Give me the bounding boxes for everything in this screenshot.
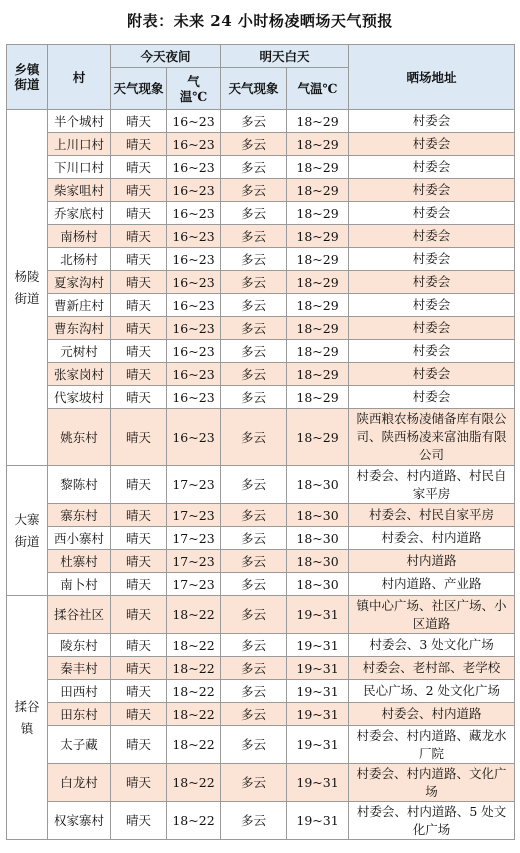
temp-tonight-cell: 17~23 <box>167 550 221 573</box>
village-cell: 南卜村 <box>48 573 111 596</box>
address-cell: 村委会、村民自家平房 <box>349 504 515 527</box>
table-row <box>7 271 515 294</box>
weather-tomorrow-cell: 多云 <box>221 680 287 703</box>
weather-tonight-cell: 晴天 <box>111 294 167 317</box>
header-weather-tonight: 天气现象 <box>111 68 167 110</box>
weather-tomorrow-cell: 多云 <box>221 634 287 657</box>
temp-tonight-cell: 17~23 <box>167 527 221 550</box>
temp-tomorrow-cell: 18~30 <box>287 504 349 527</box>
address-cell: 村委会 <box>349 363 515 386</box>
temp-tonight-cell: 18~22 <box>167 680 221 703</box>
weather-tonight-cell: 晴天 <box>111 573 167 596</box>
temp-tonight-cell: 18~22 <box>167 764 221 802</box>
temp-tonight-cell: 16~23 <box>167 225 221 248</box>
village-cell: 揉谷社区 <box>48 596 111 634</box>
table-row <box>7 764 515 802</box>
village-cell: 曹东沟村 <box>48 317 111 340</box>
temp-tonight-cell: 18~22 <box>167 726 221 764</box>
town-cell: 揉谷 镇 <box>7 596 48 840</box>
weather-tonight-cell: 晴天 <box>111 527 167 550</box>
table-row <box>7 248 515 271</box>
weather-tonight-cell: 晴天 <box>111 110 167 133</box>
table-row <box>7 573 515 596</box>
weather-tomorrow-cell: 多云 <box>221 466 287 504</box>
temp-tonight-cell: 16~23 <box>167 202 221 225</box>
header-town: 乡镇 街道 <box>7 45 48 110</box>
temp-tomorrow-cell: 18~29 <box>287 409 349 466</box>
weather-tonight-cell: 晴天 <box>111 764 167 802</box>
table-row <box>7 363 515 386</box>
temp-tomorrow-cell: 18~29 <box>287 156 349 179</box>
town-cell: 杨陵 街道 <box>7 110 48 466</box>
temp-tomorrow-cell: 19~31 <box>287 764 349 802</box>
address-cell: 村委会、3 处文化广场 <box>349 634 515 657</box>
temp-tomorrow-cell: 18~30 <box>287 550 349 573</box>
weather-tomorrow-cell: 多云 <box>221 764 287 802</box>
village-cell: 田西村 <box>48 680 111 703</box>
table-row <box>7 294 515 317</box>
table-row <box>7 110 515 133</box>
village-cell: 太子藏 <box>48 726 111 764</box>
weather-tonight-cell: 晴天 <box>111 179 167 202</box>
village-cell: 北杨村 <box>48 248 111 271</box>
village-cell: 秦丰村 <box>48 657 111 680</box>
table-row <box>7 225 515 248</box>
weather-tomorrow-cell: 多云 <box>221 657 287 680</box>
weather-tomorrow-cell: 多云 <box>221 573 287 596</box>
temp-tomorrow-cell: 18~30 <box>287 466 349 504</box>
address-cell: 村委会、村内道路、5 处文化广场 <box>349 802 515 840</box>
weather-tonight-cell: 晴天 <box>111 726 167 764</box>
table-row <box>7 409 515 466</box>
town-cell: 大寨 街道 <box>7 466 48 596</box>
village-cell: 乔家底村 <box>48 202 111 225</box>
temp-tomorrow-cell: 18~29 <box>287 248 349 271</box>
weather-tomorrow-cell: 多云 <box>221 386 287 409</box>
village-cell: 黎陈村 <box>48 466 111 504</box>
weather-tomorrow-cell: 多云 <box>221 294 287 317</box>
weather-tonight-cell: 晴天 <box>111 409 167 466</box>
address-cell: 村委会 <box>349 317 515 340</box>
address-cell: 陕西粮农杨凌储备库有限公司、陕西杨凌来富油脂有限公司 <box>349 409 515 466</box>
temp-tonight-cell: 17~23 <box>167 504 221 527</box>
temp-tonight-cell: 16~23 <box>167 386 221 409</box>
weather-tonight-cell: 晴天 <box>111 225 167 248</box>
weather-tonight-cell: 晴天 <box>111 703 167 726</box>
table-row <box>7 680 515 703</box>
address-cell: 村委会、村内道路 <box>349 703 515 726</box>
weather-tonight-cell: 晴天 <box>111 271 167 294</box>
table-row <box>7 156 515 179</box>
village-cell: 代家坡村 <box>48 386 111 409</box>
temp-tonight-cell: 16~23 <box>167 363 221 386</box>
table-row <box>7 726 515 764</box>
weather-tomorrow-cell: 多云 <box>221 179 287 202</box>
village-cell: 权家寨村 <box>48 802 111 840</box>
table-row <box>7 657 515 680</box>
village-cell: 南杨村 <box>48 225 111 248</box>
weather-tonight-cell: 晴天 <box>111 133 167 156</box>
village-cell: 白龙村 <box>48 764 111 802</box>
address-cell: 村内道路 <box>349 550 515 573</box>
weather-tonight-cell: 晴天 <box>111 202 167 225</box>
weather-tonight-cell: 晴天 <box>111 680 167 703</box>
table-row <box>7 703 515 726</box>
temp-tonight-cell: 16~23 <box>167 248 221 271</box>
address-cell: 村委会 <box>349 110 515 133</box>
temp-tomorrow-cell: 19~31 <box>287 596 349 634</box>
village-cell: 下川口村 <box>48 156 111 179</box>
weather-tomorrow-cell: 多云 <box>221 248 287 271</box>
village-cell: 半个城村 <box>48 110 111 133</box>
weather-tomorrow-cell: 多云 <box>221 527 287 550</box>
temp-tonight-cell: 18~22 <box>167 634 221 657</box>
weather-tonight-cell: 晴天 <box>111 550 167 573</box>
village-cell: 寨东村 <box>48 504 111 527</box>
temp-tomorrow-cell: 18~29 <box>287 363 349 386</box>
header-temp-tonight: 气 温℃ <box>167 68 221 110</box>
header-address: 晒场地址 <box>349 45 515 110</box>
temp-tomorrow-cell: 18~29 <box>287 317 349 340</box>
address-cell: 村委会 <box>349 294 515 317</box>
address-cell: 村委会、村内道路、文化广场 <box>349 764 515 802</box>
weather-tomorrow-cell: 多云 <box>221 340 287 363</box>
header-village: 村 <box>48 45 111 110</box>
table-row <box>7 634 515 657</box>
table-row <box>7 317 515 340</box>
weather-tomorrow-cell: 多云 <box>221 225 287 248</box>
village-cell: 西小寨村 <box>48 527 111 550</box>
table-row <box>7 466 515 504</box>
weather-tonight-cell: 晴天 <box>111 596 167 634</box>
weather-tonight-cell: 晴天 <box>111 802 167 840</box>
header-temp-tomorrow: 气温℃ <box>287 68 349 110</box>
temp-tomorrow-cell: 19~31 <box>287 802 349 840</box>
header-tomorrow: 明天白天 <box>221 45 349 68</box>
village-cell: 田东村 <box>48 703 111 726</box>
temp-tonight-cell: 16~23 <box>167 340 221 363</box>
weather-tonight-cell: 晴天 <box>111 248 167 271</box>
village-cell: 陵东村 <box>48 634 111 657</box>
temp-tomorrow-cell: 18~30 <box>287 527 349 550</box>
temp-tomorrow-cell: 18~29 <box>287 133 349 156</box>
village-cell: 夏家沟村 <box>48 271 111 294</box>
village-cell: 柴家咀村 <box>48 179 111 202</box>
temp-tonight-cell: 16~23 <box>167 133 221 156</box>
header-tonight: 今天夜间 <box>111 45 221 68</box>
temp-tonight-cell: 16~23 <box>167 271 221 294</box>
temp-tomorrow-cell: 19~31 <box>287 657 349 680</box>
weather-tonight-cell: 晴天 <box>111 363 167 386</box>
weather-tomorrow-cell: 多云 <box>221 703 287 726</box>
weather-tomorrow-cell: 多云 <box>221 202 287 225</box>
temp-tonight-cell: 16~23 <box>167 317 221 340</box>
table-row <box>7 504 515 527</box>
address-cell: 村委会 <box>349 340 515 363</box>
temp-tomorrow-cell: 18~29 <box>287 110 349 133</box>
weather-tonight-cell: 晴天 <box>111 657 167 680</box>
weather-tonight-cell: 晴天 <box>111 317 167 340</box>
temp-tomorrow-cell: 18~30 <box>287 573 349 596</box>
weather-tomorrow-cell: 多云 <box>221 409 287 466</box>
address-cell: 村委会 <box>349 202 515 225</box>
table-row <box>7 802 515 840</box>
address-cell: 村委会、村内道路、村民自家平房 <box>349 466 515 504</box>
weather-tonight-cell: 晴天 <box>111 340 167 363</box>
temp-tomorrow-cell: 18~29 <box>287 271 349 294</box>
temp-tomorrow-cell: 19~31 <box>287 703 349 726</box>
address-cell: 村委会 <box>349 225 515 248</box>
weather-tonight-cell: 晴天 <box>111 634 167 657</box>
village-cell: 姚东村 <box>48 409 111 466</box>
temp-tomorrow-cell: 18~29 <box>287 294 349 317</box>
weather-tonight-cell: 晴天 <box>111 386 167 409</box>
address-cell: 镇中心广场、社区广场、小区道路 <box>349 596 515 634</box>
weather-tomorrow-cell: 多云 <box>221 133 287 156</box>
weather-tomorrow-cell: 多云 <box>221 271 287 294</box>
weather-tomorrow-cell: 多云 <box>221 504 287 527</box>
weather-tomorrow-cell: 多云 <box>221 596 287 634</box>
village-cell: 张家岗村 <box>48 363 111 386</box>
temp-tonight-cell: 18~22 <box>167 802 221 840</box>
temp-tonight-cell: 18~22 <box>167 703 221 726</box>
temp-tomorrow-cell: 18~29 <box>287 386 349 409</box>
address-cell: 村委会 <box>349 156 515 179</box>
temp-tomorrow-cell: 19~31 <box>287 634 349 657</box>
table-row <box>7 179 515 202</box>
village-cell: 曹新庄村 <box>48 294 111 317</box>
table-row <box>7 596 515 634</box>
address-cell: 村委会、村内道路 <box>349 527 515 550</box>
temp-tomorrow-cell: 18~29 <box>287 340 349 363</box>
table-row <box>7 527 515 550</box>
weather-tonight-cell: 晴天 <box>111 156 167 179</box>
page-title: 附表：未来 24 小时杨凌晒场天气预报 <box>127 12 393 30</box>
weather-forecast-table <box>6 44 515 840</box>
temp-tonight-cell: 17~23 <box>167 466 221 504</box>
header-weather-tomorrow: 天气现象 <box>221 68 287 110</box>
address-cell: 村委会 <box>349 386 515 409</box>
temp-tonight-cell: 16~23 <box>167 179 221 202</box>
temp-tonight-cell: 18~22 <box>167 657 221 680</box>
address-cell: 村内道路、产业路 <box>349 573 515 596</box>
weather-tomorrow-cell: 多云 <box>221 156 287 179</box>
temp-tonight-cell: 18~22 <box>167 596 221 634</box>
weather-tonight-cell: 晴天 <box>111 504 167 527</box>
temp-tomorrow-cell: 19~31 <box>287 726 349 764</box>
weather-tomorrow-cell: 多云 <box>221 110 287 133</box>
weather-tomorrow-cell: 多云 <box>221 550 287 573</box>
temp-tonight-cell: 16~23 <box>167 110 221 133</box>
address-cell: 村委会、村内道路、藏龙水厂院 <box>349 726 515 764</box>
address-cell: 民心广场、2 处文化广场 <box>349 680 515 703</box>
temp-tonight-cell: 16~23 <box>167 294 221 317</box>
temp-tonight-cell: 16~23 <box>167 409 221 466</box>
address-cell: 村委会 <box>349 133 515 156</box>
weather-tomorrow-cell: 多云 <box>221 726 287 764</box>
village-cell: 上川口村 <box>48 133 111 156</box>
weather-tomorrow-cell: 多云 <box>221 363 287 386</box>
address-cell: 村委会 <box>349 179 515 202</box>
temp-tonight-cell: 16~23 <box>167 156 221 179</box>
address-cell: 村委会、老村部、老学校 <box>349 657 515 680</box>
temp-tomorrow-cell: 18~29 <box>287 225 349 248</box>
weather-tomorrow-cell: 多云 <box>221 802 287 840</box>
weather-tonight-cell: 晴天 <box>111 466 167 504</box>
temp-tomorrow-cell: 18~29 <box>287 179 349 202</box>
table-row <box>7 202 515 225</box>
temp-tonight-cell: 17~23 <box>167 573 221 596</box>
address-cell: 村委会 <box>349 248 515 271</box>
village-cell: 元树村 <box>48 340 111 363</box>
table-row <box>7 133 515 156</box>
table-row <box>7 340 515 363</box>
table-row <box>7 386 515 409</box>
village-cell: 杜寨村 <box>48 550 111 573</box>
table-row <box>7 550 515 573</box>
temp-tomorrow-cell: 18~29 <box>287 202 349 225</box>
weather-tomorrow-cell: 多云 <box>221 317 287 340</box>
address-cell: 村委会 <box>349 271 515 294</box>
temp-tomorrow-cell: 19~31 <box>287 680 349 703</box>
